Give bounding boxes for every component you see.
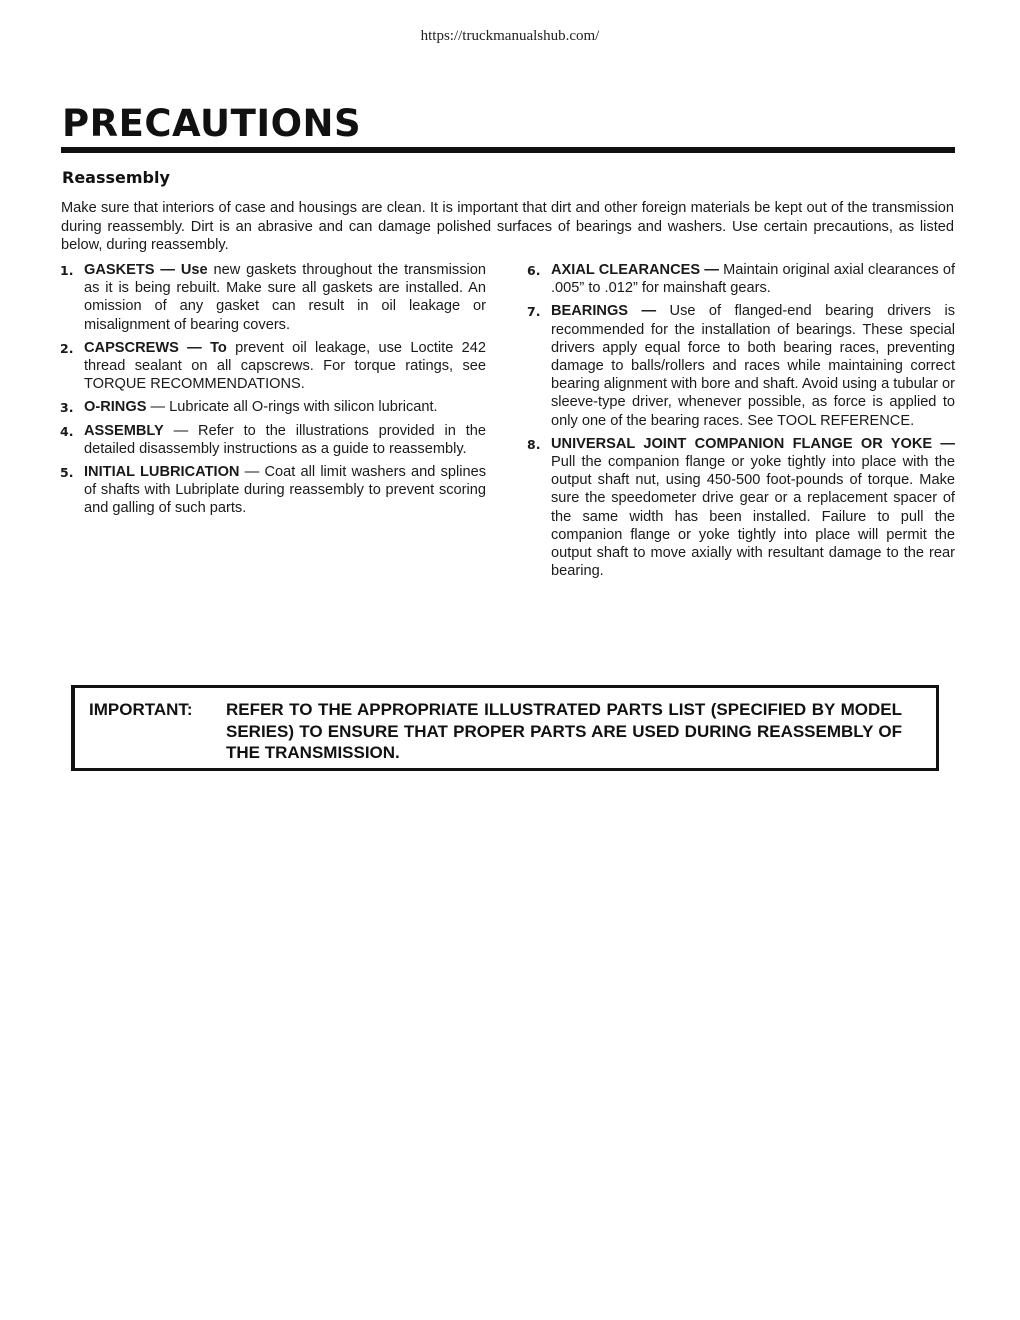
item-number: 1.	[60, 263, 74, 278]
intro-paragraph: Make sure that interiors of case and housings are clean. It is important that dirt and other foreign materials be kept out of the transmission during reassembly. Dirt is an abrasive and can damage polished surfaces of bearings and washers. Use certain precautions, as listed below, during reassembly.	[61, 200, 954, 253]
item-text: new gaskets throughout the transmission as it is being rebuilt. Make sure all gaskets are installed. An omission of any gasket can result in oil leakage or misalignment of bearing covers.	[84, 262, 486, 333]
item-number: 5.	[60, 465, 74, 481]
important-text: REFER TO THE APPROPRIATE ILLUSTRATED PARTS LIST (SPECIFIED BY MODEL SERIES) TO ENSURE THAT PROPER PARTS ARE USED DURING REASSEMBLY OF THE TRANSMISSION.	[226, 700, 902, 762]
item-keyword: ASSEMBLY	[84, 422, 164, 439]
item-number: 7.	[527, 304, 541, 320]
list-item	[527, 261, 955, 297]
item-keyword: AXIAL CLEARANCES —	[551, 262, 719, 278]
item-text: Use of flanged-end bearing drivers is recommended for the installation of bearings. These special drivers apply equal force to both bearing races, preventing damage to balls/rollers and races while maintaining correct bearing alignment with bore and shaft. Avoid using a tubular or sleeve-type driver, whenever possible, as force is applied to only one of the bearing races. See TOOL REFERENCE.	[551, 303, 955, 429]
item-keyword: O-RINGS	[84, 399, 147, 416]
list-item	[60, 261, 486, 334]
item-text: — Refer to the illustrations provided in the detailed disassembly instructions as a guide to reassembly.	[84, 422, 486, 457]
item-text: prevent oil leakage, use Loctite 242 thread sealant on all capscrews. For torque ratings, see TORQUE RECOMMENDATIONS.	[84, 339, 486, 393]
item-number: 6.	[527, 263, 541, 278]
item-keyword: BEARINGS —	[551, 303, 657, 320]
page-title: PRECAUTIONS	[62, 102, 362, 145]
item-text: Pull the companion flange or yoke tightly into place with the output shaft nut, using 450-500 foot-pounds of torque. Make sure the speedometer drive gear or a replacement spacer of the same width has been installed. Failure to pull the companion flange or yoke tightly into place will permit the output shaft to move axially with resultant damage to the rear bearing.	[551, 454, 955, 580]
section-heading: Reassembly	[62, 168, 170, 187]
item-keyword: INITIAL LUBRICATION	[84, 464, 240, 481]
important-label: IMPORTANT:	[89, 700, 193, 719]
title-rule	[61, 147, 955, 153]
item-keyword: GASKETS — Use	[84, 262, 208, 278]
item-text: Maintain original axial clearances of .005” to .012” for mainshaft gears.	[551, 262, 956, 297]
precautions-list-left	[60, 261, 486, 523]
list-item	[60, 463, 486, 518]
item-text: — Lubricate all O-rings with silicon lubricant.	[146, 399, 438, 416]
precautions-list-right	[527, 261, 955, 585]
item-keyword: CAPSCREWS — To	[84, 339, 227, 356]
item-keyword: UNIVERSAL JOINT COMPANION FLANGE OR YOKE —	[551, 435, 955, 452]
item-text: — Coat all limit washers and splines of shafts with Lubriplate during reassembly to prevent scoring and galling of such parts.	[84, 464, 486, 517]
important-notice-box	[71, 685, 939, 771]
list-item	[60, 422, 486, 458]
list-item	[60, 339, 486, 394]
item-number: 4.	[60, 423, 74, 439]
item-number: 2.	[60, 340, 74, 356]
page-url: https://truckmanualshub.com/	[420, 28, 600, 44]
list-item	[527, 435, 955, 581]
list-item	[527, 302, 955, 429]
item-number: 8.	[527, 436, 541, 452]
item-number: 3.	[60, 400, 74, 416]
list-item	[60, 398, 486, 416]
